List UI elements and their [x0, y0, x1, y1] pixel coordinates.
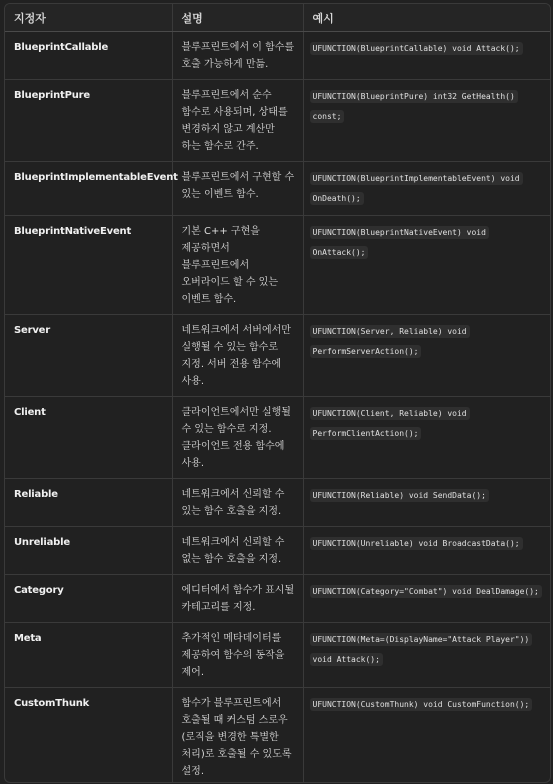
- table-row: [5, 479, 550, 527]
- specifier-description: 네트워크에서 서버에서만 실행될 수 있는 함수로 지정. 서버 전용 함수에 사용.: [172, 315, 303, 397]
- column-header-specifier: 지정자: [5, 4, 172, 32]
- table-row: [5, 162, 550, 216]
- column-header-example: 예시: [303, 4, 550, 32]
- specifier-description: 기본 C++ 구현을 제공하면서 블루프린트에서 오버라이드 할 수 있는 이벤트 함수.: [172, 216, 303, 315]
- code-example[interactable]: UFUNCTION(Unreliable) void BroadcastData();: [310, 537, 523, 550]
- specifier-description: 에디터에서 함수가 표시될 카테고리를 지정.: [172, 575, 303, 623]
- specifier-description: 네트워크에서 신뢰할 수 있는 함수 호출을 지정.: [172, 479, 303, 527]
- table-row: [5, 315, 550, 397]
- specifier-description: 함수가 블루프린트에서 호출될 때 커스텀 스로우(로직을 변경한 특별한 처리)로 호출될 수 있도록 설정.: [172, 688, 303, 784]
- specifier-description: 블루프린트에서 순수 함수로 사용되며, 상태를 변경하지 않고 계산만 하는 함수로 간주.: [172, 80, 303, 162]
- specifier-description: 블루프린트에서 이 함수를 호출 가능하게 만듦.: [172, 32, 303, 80]
- code-example[interactable]: UFUNCTION(BlueprintImplementableEvent) void OnDeath();: [310, 172, 523, 205]
- specifier-name: Category: [5, 575, 172, 623]
- code-example[interactable]: UFUNCTION(Category="Combat") void DealDamage();: [310, 585, 542, 598]
- example-cell: [303, 479, 550, 527]
- table-row: [5, 623, 550, 688]
- example-cell: [303, 688, 550, 784]
- example-cell: [303, 216, 550, 315]
- specifier-name: Reliable: [5, 479, 172, 527]
- column-header-description: 설명: [172, 4, 303, 32]
- specifier-name: Server: [5, 315, 172, 397]
- example-cell: [303, 397, 550, 479]
- specifier-table: [5, 4, 550, 783]
- specifier-name: Meta: [5, 623, 172, 688]
- code-example[interactable]: UFUNCTION(Server, Reliable) void PerformServerAction();: [310, 325, 470, 358]
- specifier-name: Unreliable: [5, 527, 172, 575]
- table-header-row: [5, 4, 550, 32]
- table-row: [5, 32, 550, 80]
- example-cell: [303, 315, 550, 397]
- specifier-table-container: [4, 3, 551, 783]
- example-cell: [303, 527, 550, 575]
- specifier-description: 클라이언트에서만 실행될 수 있는 함수로 지정. 클라이언트 전용 함수에 사용.: [172, 397, 303, 479]
- specifier-description: 블루프린트에서 구현할 수 있는 이벤트 함수.: [172, 162, 303, 216]
- specifier-description: 추가적인 메타데이터를 제공하여 함수의 동작을 제어.: [172, 623, 303, 688]
- example-cell: [303, 162, 550, 216]
- specifier-description: 네트워크에서 신뢰할 수 없는 함수 호출을 지정.: [172, 527, 303, 575]
- table-row: [5, 575, 550, 623]
- table-row: [5, 397, 550, 479]
- table-row: [5, 216, 550, 315]
- example-cell: [303, 80, 550, 162]
- code-example[interactable]: UFUNCTION(CustomThunk) void CustomFunction();: [310, 698, 533, 711]
- example-cell: [303, 575, 550, 623]
- specifier-name: BlueprintImplementableEvent: [5, 162, 172, 216]
- specifier-name: CustomThunk: [14, 698, 90, 709]
- example-cell: [303, 32, 550, 80]
- code-example[interactable]: UFUNCTION(Meta=(DisplayName="Attack Player")) void Attack();: [310, 633, 533, 666]
- code-example[interactable]: UFUNCTION(Reliable) void SendData();: [310, 489, 489, 502]
- code-example[interactable]: UFUNCTION(BlueprintCallable) void Attack();: [310, 42, 523, 55]
- table-row: [5, 80, 550, 162]
- specifier-name: BlueprintPure: [5, 80, 172, 162]
- code-example[interactable]: UFUNCTION(BlueprintNativeEvent) void OnAttack();: [310, 226, 489, 259]
- specifier-name: BlueprintNativeEvent: [5, 216, 172, 315]
- example-cell: [303, 623, 550, 688]
- table-row: [5, 688, 550, 784]
- specifier-name: Client: [5, 397, 172, 479]
- table-row: [5, 527, 550, 575]
- specifier-name: BlueprintCallable: [5, 32, 172, 80]
- code-example[interactable]: UFUNCTION(Client, Reliable) void PerformClientAction();: [310, 407, 470, 440]
- code-example[interactable]: UFUNCTION(BlueprintPure) int32 GetHealth() const;: [310, 90, 518, 123]
